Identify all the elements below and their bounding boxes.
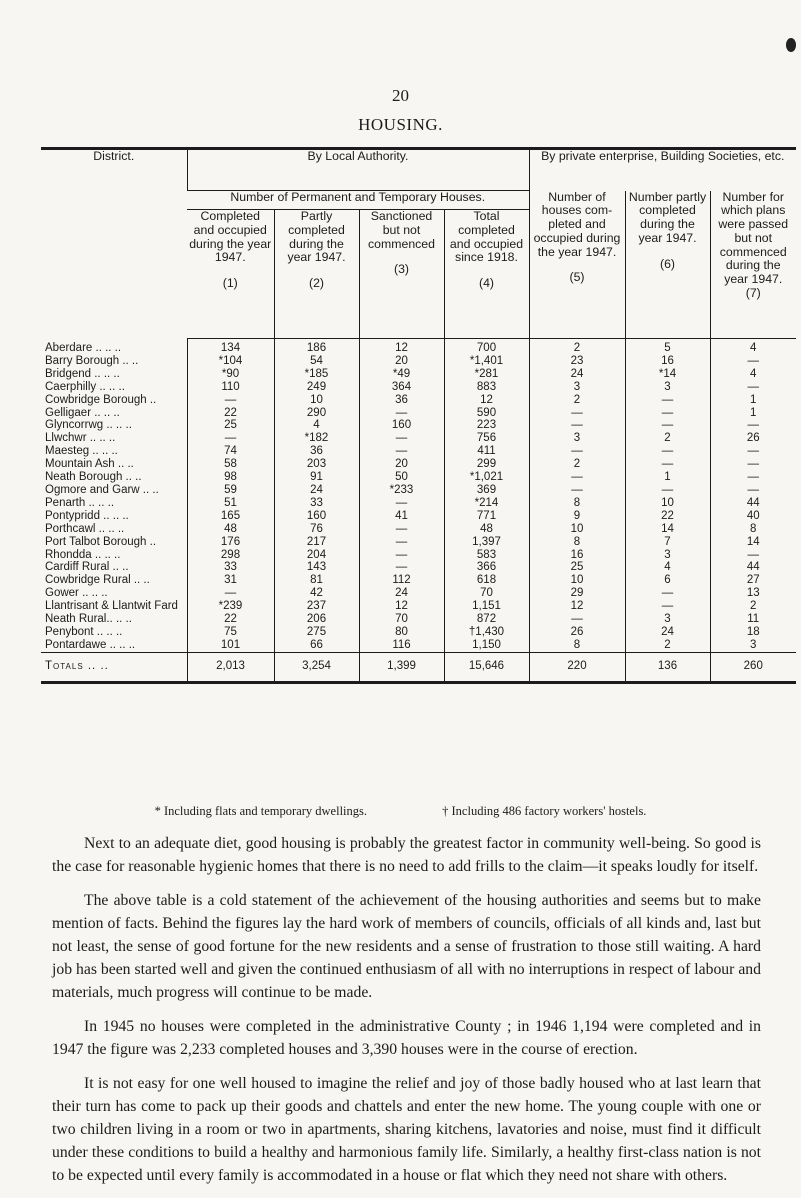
table-row xyxy=(41,626,796,639)
table-cell: 110 xyxy=(187,381,274,394)
table-cell: 4 xyxy=(710,368,796,381)
table-cell: 12 xyxy=(529,600,625,613)
table-cell: 3 xyxy=(529,381,625,394)
table-cell: 8 xyxy=(529,497,625,510)
table-cell: *239 xyxy=(187,600,274,613)
table-row xyxy=(41,471,796,484)
table-cell: 116 xyxy=(359,639,444,652)
table-cell: 2 xyxy=(625,639,710,652)
table-row xyxy=(41,394,796,407)
table-cell: 299 xyxy=(444,458,529,471)
table-cell: 74 xyxy=(187,445,274,458)
table-cell: 22 xyxy=(625,510,710,523)
table-cell: 8 xyxy=(529,639,625,652)
table-cell: 3 xyxy=(625,549,710,562)
table-cell: 44 xyxy=(710,561,796,574)
table-cell: 590 xyxy=(444,407,529,420)
table-cell: 22 xyxy=(187,407,274,420)
table-cell: — xyxy=(359,536,444,549)
table-cell: *185 xyxy=(274,368,359,381)
table-body xyxy=(41,339,796,653)
table-row xyxy=(41,587,796,600)
table-cell: 369 xyxy=(444,484,529,497)
table-cell: 364 xyxy=(359,381,444,394)
district-name: Mountain Ash .. .. xyxy=(45,458,134,471)
table-cell: — xyxy=(710,549,796,562)
total-cell: 260 xyxy=(710,652,796,682)
table-cell: 24 xyxy=(625,626,710,639)
table-cell: 14 xyxy=(625,523,710,536)
page-number: 20 xyxy=(392,86,409,105)
table-cell: 36 xyxy=(359,394,444,407)
table-cell: 176 xyxy=(187,536,274,549)
table-cell: 20 xyxy=(359,458,444,471)
local-authority-header: By Local Authority. xyxy=(187,149,529,191)
district-name: Gelligaer .. .. .. xyxy=(45,406,120,419)
table-cell: 1,397 xyxy=(444,536,529,549)
table-cell: 33 xyxy=(274,497,359,510)
table-cell: 3 xyxy=(529,432,625,445)
table-cell: — xyxy=(187,394,274,407)
table-cell: †1,430 xyxy=(444,626,529,639)
table-cell: 48 xyxy=(444,523,529,536)
table-cell: 206 xyxy=(274,613,359,626)
table-row xyxy=(41,536,796,549)
district-name: Glyncorrwg .. .. .. xyxy=(45,419,132,432)
column-header-4: Total completed and occupied since 1918. (4) xyxy=(444,210,529,339)
table-cell: 1 xyxy=(625,471,710,484)
table-cell: 3 xyxy=(625,381,710,394)
table-cell: 9 xyxy=(529,510,625,523)
table-cell: 10 xyxy=(625,497,710,510)
table-cell: 40 xyxy=(710,510,796,523)
table-cell: *1,401 xyxy=(444,355,529,368)
table-row xyxy=(41,419,796,432)
table-cell: *233 xyxy=(359,484,444,497)
table-cell: 1,150 xyxy=(444,639,529,652)
table-cell: — xyxy=(529,419,625,432)
table-cell: 583 xyxy=(444,549,529,562)
district-name: Pontypridd .. .. .. xyxy=(45,509,129,522)
footnotes xyxy=(0,804,801,819)
table-cell: 3 xyxy=(625,613,710,626)
housing-table xyxy=(41,147,796,684)
table-cell: 12 xyxy=(359,600,444,613)
table-row xyxy=(41,458,796,471)
page-title: HOUSING. xyxy=(358,115,443,134)
district-name: Llwchwr .. .. .. xyxy=(45,432,116,445)
table-cell: — xyxy=(710,381,796,394)
table-cell: — xyxy=(529,445,625,458)
district-name: Neath Rural.. .. .. xyxy=(45,613,132,626)
table-cell: 18 xyxy=(710,626,796,639)
table-cell: — xyxy=(710,445,796,458)
table-cell: 75 xyxy=(187,626,274,639)
table-cell: 31 xyxy=(187,574,274,587)
table-row xyxy=(41,613,796,626)
table-row xyxy=(41,549,796,562)
table-row xyxy=(41,432,796,445)
table-cell: — xyxy=(529,613,625,626)
paragraph: In 1945 no houses were completed in the administrative County ; in 1946 1,194 were completed and in 1947 the figure was 2,233 completed houses and 3,390 houses were in the course of erection. xyxy=(52,1018,761,1058)
table-cell: 98 xyxy=(187,471,274,484)
table-cell: *182 xyxy=(274,432,359,445)
total-cell: 2,013 xyxy=(187,652,274,682)
table-cell: *1,021 xyxy=(444,471,529,484)
table-cell: 50 xyxy=(359,471,444,484)
table-cell: 14 xyxy=(710,536,796,549)
table-cell: — xyxy=(710,355,796,368)
table-cell: 41 xyxy=(359,510,444,523)
table-cell: 160 xyxy=(359,419,444,432)
table-row xyxy=(41,639,796,652)
table-cell: 2 xyxy=(625,432,710,445)
table-cell: 5 xyxy=(625,339,710,355)
table-cell: 76 xyxy=(274,523,359,536)
district-name: Llantrisant & Llantwit Fard xyxy=(45,600,178,613)
table-cell: 112 xyxy=(359,574,444,587)
table-cell: — xyxy=(529,471,625,484)
table-cell: *214 xyxy=(444,497,529,510)
total-cell: 220 xyxy=(529,652,625,682)
table-cell: 1 xyxy=(710,394,796,407)
table-cell: *104 xyxy=(187,355,274,368)
table-cell: 25 xyxy=(187,419,274,432)
table-cell: 160 xyxy=(274,510,359,523)
district-name: Gower .. .. .. xyxy=(45,587,108,600)
table-cell: — xyxy=(710,471,796,484)
district-name: Neath Borough .. .. xyxy=(45,471,142,484)
table-row xyxy=(41,355,796,368)
table-cell: 12 xyxy=(359,339,444,355)
table-row xyxy=(41,381,796,394)
table-cell: 13 xyxy=(710,587,796,600)
table-cell: — xyxy=(625,407,710,420)
table-cell: 204 xyxy=(274,549,359,562)
table-cell: 275 xyxy=(274,626,359,639)
table-cell: 29 xyxy=(529,587,625,600)
table-cell: 33 xyxy=(187,561,274,574)
footnote-dagger: † Including 486 factory workers' hostels. xyxy=(442,804,647,818)
table-cell: 16 xyxy=(529,549,625,562)
table-cell: — xyxy=(359,432,444,445)
table-cell: 134 xyxy=(187,339,274,355)
table-cell: 411 xyxy=(444,445,529,458)
table-cell: 54 xyxy=(274,355,359,368)
body-text xyxy=(52,832,761,1198)
table-row xyxy=(41,484,796,497)
total-cell: 15,646 xyxy=(444,652,529,682)
table-cell: 2 xyxy=(529,458,625,471)
table-cell: 10 xyxy=(274,394,359,407)
table-cell: — xyxy=(625,394,710,407)
district-name: Pontardawe .. .. .. xyxy=(45,638,136,651)
table-cell: 3 xyxy=(710,639,796,652)
table-cell: 298 xyxy=(187,549,274,562)
houses-subheader: Number of Permanent and Temporary Houses. xyxy=(187,191,529,210)
table-cell: — xyxy=(710,458,796,471)
table-cell: — xyxy=(187,587,274,600)
table-cell: 6 xyxy=(625,574,710,587)
table-cell: — xyxy=(625,419,710,432)
table-cell: — xyxy=(625,445,710,458)
table-cell: 48 xyxy=(187,523,274,536)
table-cell: 1,151 xyxy=(444,600,529,613)
table-cell: — xyxy=(359,497,444,510)
table-cell: 42 xyxy=(274,587,359,600)
table-cell: 101 xyxy=(187,639,274,652)
table-cell: 24 xyxy=(359,587,444,600)
table-cell: — xyxy=(187,432,274,445)
table-row xyxy=(41,523,796,536)
column-header-7: Number for which plans were passed but not commenced during the year 1947. (7) xyxy=(710,191,796,339)
table-cell: *14 xyxy=(625,368,710,381)
table-cell: *90 xyxy=(187,368,274,381)
table-cell: 223 xyxy=(444,419,529,432)
table-cell: 2 xyxy=(710,600,796,613)
table-cell: 51 xyxy=(187,497,274,510)
district-name: Penarth .. .. .. xyxy=(45,496,115,509)
table-cell: 7 xyxy=(625,536,710,549)
table-cell: 2 xyxy=(529,339,625,355)
table-cell: 26 xyxy=(529,626,625,639)
table-cell: 10 xyxy=(529,523,625,536)
district-name: Barry Borough .. .. xyxy=(45,354,139,367)
district-name: Port Talbot Borough .. xyxy=(45,535,157,548)
district-name: Penybont .. .. .. xyxy=(45,625,123,638)
district-header: District. xyxy=(93,149,135,163)
table-cell: 2 xyxy=(529,394,625,407)
table-cell: 10 xyxy=(529,574,625,587)
table-cell: *281 xyxy=(444,368,529,381)
district-name: Caerphilly .. .. .. xyxy=(45,380,125,393)
totals-row xyxy=(41,652,796,682)
table-cell: 217 xyxy=(274,536,359,549)
table-cell: 366 xyxy=(444,561,529,574)
table-row xyxy=(41,445,796,458)
table-cell: 36 xyxy=(274,445,359,458)
table-cell: 203 xyxy=(274,458,359,471)
table-cell: — xyxy=(625,600,710,613)
paragraph: Next to an adequate diet, good housing is probably the greatest factor in community well-being. So good is the case for reasonable hygienic homes that there is no need to add frills to the claim—it speaks loudly for itself. xyxy=(52,835,761,875)
table-cell: *49 xyxy=(359,368,444,381)
private-enterprise-header: By private enterprise, Building Societies, etc. xyxy=(529,149,796,191)
table-cell: 81 xyxy=(274,574,359,587)
table-cell: — xyxy=(359,523,444,536)
table-cell: 80 xyxy=(359,626,444,639)
table-cell: 143 xyxy=(274,561,359,574)
table-cell: — xyxy=(710,419,796,432)
table-cell: 20 xyxy=(359,355,444,368)
column-header-3: Sanctioned but not commenced (3) xyxy=(359,210,444,339)
district-name: Aberdare .. .. .. xyxy=(45,341,122,354)
table-cell: 24 xyxy=(274,484,359,497)
table-cell: 249 xyxy=(274,381,359,394)
table-cell: 22 xyxy=(187,613,274,626)
table-cell: 25 xyxy=(529,561,625,574)
column-header-1: Completed and occupied during the year 1947. (1) xyxy=(187,210,274,339)
table-cell: 24 xyxy=(529,368,625,381)
total-cell: 136 xyxy=(625,652,710,682)
table-cell: 290 xyxy=(274,407,359,420)
table-cell: 237 xyxy=(274,600,359,613)
district-name: Cardiff Rural .. .. xyxy=(45,561,129,574)
district-name: Porthcawl .. .. .. xyxy=(45,522,125,535)
district-name: Cowbridge Borough .. xyxy=(45,393,157,406)
footnote-asterisk: * Including flats and temporary dwellings. xyxy=(154,804,368,818)
table-cell: 58 xyxy=(187,458,274,471)
table-cell: 59 xyxy=(187,484,274,497)
table-cell: 27 xyxy=(710,574,796,587)
district-name: Ogmore and Garw .. .. xyxy=(45,483,159,496)
column-header-6: Number partly completed during the year 1947. (6) xyxy=(625,191,710,339)
table-cell: 700 xyxy=(444,339,529,355)
table-cell: 44 xyxy=(710,497,796,510)
table-cell: 70 xyxy=(444,587,529,600)
table-row xyxy=(41,407,796,420)
table-cell: 70 xyxy=(359,613,444,626)
table-cell: — xyxy=(359,561,444,574)
table-cell: 4 xyxy=(274,419,359,432)
district-name: Maesteg .. .. .. xyxy=(45,445,118,458)
table-cell: 756 xyxy=(444,432,529,445)
district-name: Rhondda .. .. .. xyxy=(45,548,121,561)
table-cell: — xyxy=(359,549,444,562)
table-cell: 4 xyxy=(625,561,710,574)
table-cell: — xyxy=(529,407,625,420)
table-cell: — xyxy=(710,484,796,497)
paragraph: The above table is a cold statement of the achievement of the housing authorities and seems but to make mention of facts. Behind the figures lay the hard work of members of councils, officials of all kinds and, last but not least, the sense of good fortune for the new residents and a sense of frustration to those still waiting. A hard job has been started well and given the continued enthusiasm of all with no interruptions in respect of labour and materials, much progress will continue to be made. xyxy=(52,892,761,1001)
table-row xyxy=(41,574,796,587)
table-row xyxy=(41,368,796,381)
table-cell: 91 xyxy=(274,471,359,484)
table-row xyxy=(41,561,796,574)
table-cell: 165 xyxy=(187,510,274,523)
table-cell: 4 xyxy=(710,339,796,355)
total-cell: 3,254 xyxy=(274,652,359,682)
table-cell: — xyxy=(625,587,710,600)
table-cell: 1 xyxy=(710,407,796,420)
table-cell: — xyxy=(529,484,625,497)
housing-table-container xyxy=(41,147,796,684)
table-cell: 23 xyxy=(529,355,625,368)
district-name: Cowbridge Rural .. .. xyxy=(45,574,150,587)
table-cell: — xyxy=(625,484,710,497)
table-row xyxy=(41,339,796,355)
total-cell: 1,399 xyxy=(359,652,444,682)
paragraph: It is not easy for one well housed to imagine the relief and joy of those badly housed who at last learn that their turn has come to pack up their goods and chattels and enter the new home. The young couple with one or two children living in a room or two in apartments, sharing kitchens, lavatories and noise, must find it difficult under these conditions to build a healthy and harmonious family life. Similarly, a healthy first-class nation is not to be expected until every family is accommodated in a house or flat which they need not share with others. xyxy=(52,1075,761,1184)
table-cell: 883 xyxy=(444,381,529,394)
table-cell: 26 xyxy=(710,432,796,445)
table-cell: 16 xyxy=(625,355,710,368)
district-name: Bridgend .. .. .. xyxy=(45,367,120,380)
table-cell: — xyxy=(359,407,444,420)
table-cell: — xyxy=(625,458,710,471)
ink-mark xyxy=(786,38,796,52)
table-cell: 872 xyxy=(444,613,529,626)
table-row xyxy=(41,497,796,510)
table-cell: 8 xyxy=(710,523,796,536)
table-cell: 771 xyxy=(444,510,529,523)
column-header-5: Number of houses com- pleted and occupied during the year 1947. (5) xyxy=(529,191,625,339)
table-cell: 186 xyxy=(274,339,359,355)
table-cell: 8 xyxy=(529,536,625,549)
table-cell: 11 xyxy=(710,613,796,626)
totals-label: Totals .. .. xyxy=(41,652,187,682)
table-cell: 618 xyxy=(444,574,529,587)
column-header-2: Partly completed during the year 1947. (2) xyxy=(274,210,359,339)
table-cell: 12 xyxy=(444,394,529,407)
table-row xyxy=(41,510,796,523)
table-cell: 66 xyxy=(274,639,359,652)
table-row xyxy=(41,600,796,613)
table-cell: — xyxy=(359,445,444,458)
